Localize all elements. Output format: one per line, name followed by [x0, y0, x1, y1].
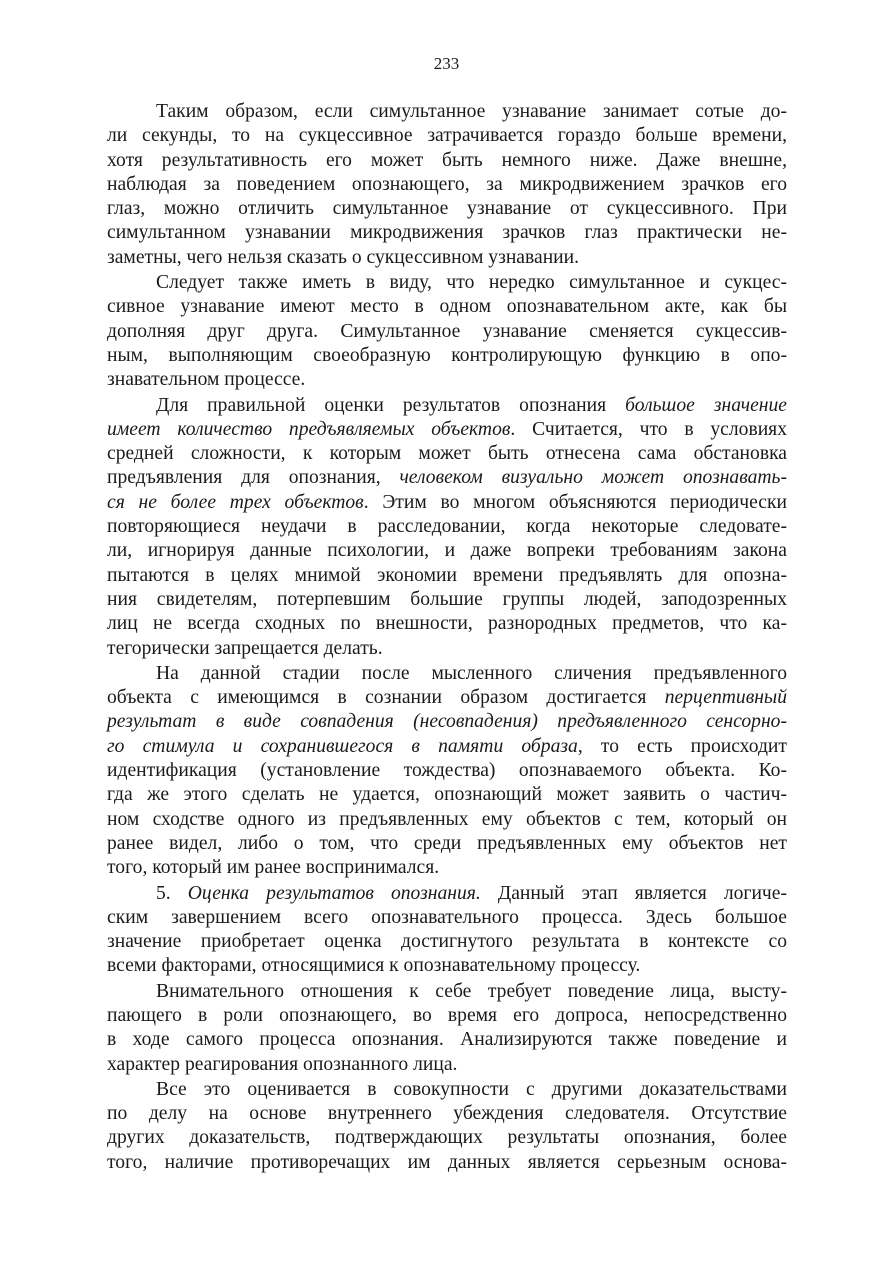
text-line	[107, 930, 787, 954]
text-run: , то есть происходит	[577, 735, 787, 757]
text-line	[107, 124, 787, 148]
text-run: в ходе самого процесса опознания. Анализируются также поведение и	[107, 1029, 787, 1051]
text-line	[107, 491, 787, 515]
text-run: того, наличие противоречащих им данных является серьезным основа-	[107, 1151, 787, 1173]
text-run: всеми факторами, относящимися к опознавательному процессу.	[107, 955, 641, 977]
text-line	[107, 832, 787, 856]
text-run: заметны, чего нельзя сказать о сукцессивном узнавании.	[107, 246, 580, 268]
page-body	[107, 100, 787, 1175]
text-line	[107, 612, 787, 636]
text-line	[107, 100, 787, 124]
text-line	[107, 954, 787, 978]
text-line	[107, 442, 787, 466]
text-run: хотя результативность его может быть немного ниже. Даже внешне,	[107, 149, 787, 171]
text-line	[107, 882, 787, 906]
text-run: Данный этап является логиче-	[480, 882, 788, 904]
text-run: лиц не всегда сходных по внешности, разнородных предметов, что ка-	[107, 613, 787, 635]
text-line	[107, 783, 787, 807]
italic-emphasis: человеком визуально может опознавать-	[399, 467, 787, 489]
text-run: по делу на основе внутреннего убеждения следователя. Отсутствие	[107, 1103, 787, 1125]
text-line	[107, 1004, 787, 1028]
text-run: дополняя друг друга. Симультанное узнавание сменяется сукцессив-	[107, 320, 787, 342]
text-run: тегорически запрещается делать.	[107, 637, 383, 659]
paragraph	[107, 271, 787, 392]
text-line	[107, 710, 787, 734]
text-run: Все это оценивается в совокупности с другими доказательствами	[156, 1078, 787, 1100]
text-run: других доказательств, подтверждающих результаты опознания, более	[107, 1127, 787, 1149]
paragraph	[107, 1078, 787, 1175]
text-run: значение приобретает оценка достигнутого результата в контексте со	[107, 931, 787, 953]
text-line	[107, 515, 787, 539]
text-run: предъявления для опознания,	[107, 467, 400, 489]
italic-emphasis: го стимула и сохранившегося в памяти образа	[107, 735, 578, 757]
text-line	[107, 466, 787, 490]
italic-emphasis: результат в виде совпадения (несовпадения) предъявленного сенсорно-	[107, 711, 787, 733]
italic-emphasis: перцептивный	[664, 687, 787, 709]
text-line	[107, 588, 787, 612]
text-line	[107, 1102, 787, 1126]
text-line	[107, 980, 787, 1004]
paragraph	[107, 100, 787, 270]
text-run: На данной стадии после мысленного сличения предъявленного	[156, 662, 787, 684]
text-run: симультанном узнавании микродвижения зрачков глаз практически не-	[107, 222, 787, 244]
text-run: ном сходстве одного из предъявленных ему объектов с тем, который он	[107, 808, 787, 830]
text-line	[107, 173, 787, 197]
text-run: средней сложности, к которым может быть отнесена сама обстановка	[107, 443, 787, 465]
text-line	[107, 1053, 787, 1077]
text-run: ли секунды, то на сукцессивное затрачивается гораздо больше времени,	[107, 125, 787, 147]
text-run: наблюдая за поведением опознающего, за микродвижением зрачков его	[107, 173, 787, 195]
italic-emphasis: ся не более трех объектов	[107, 491, 364, 513]
italic-emphasis: имеет количество предъявляемых объектов	[107, 418, 511, 440]
text-line	[107, 418, 787, 442]
text-run: знавательном процессе.	[107, 369, 306, 391]
text-line	[107, 197, 787, 221]
text-run: идентификация (установление тождества) опознаваемого объекта. Ко-	[107, 760, 787, 782]
text-run: Внимательного отношения к себе требует поведение лица, высту-	[156, 980, 787, 1002]
paragraph	[107, 394, 787, 661]
text-run: глаз, можно отличить симультанное узнавание от сукцессивного. При	[107, 198, 787, 220]
paragraph	[107, 882, 787, 979]
text-line	[107, 368, 787, 392]
text-run: . Этим во многом объясняются периодически	[363, 491, 788, 513]
paragraph	[107, 662, 787, 881]
text-run: ранее видел, либо о том, что среди предъявленных ему объектов нет	[107, 832, 787, 854]
text-run: ским завершением всего опознавательного процесса. Здесь большое	[107, 906, 787, 928]
text-run: характер реагирования опознанного лица.	[107, 1053, 458, 1075]
italic-emphasis: Оценка результатов опознания.	[187, 882, 481, 904]
text-run: Следует также иметь в виду, что нередко симультанное и сукцес-	[156, 272, 787, 294]
text-run: ния свидетелям, потерпевшим большие группы людей, заподозренных	[107, 588, 787, 610]
text-line	[107, 344, 787, 368]
text-run: сивное узнавание имеют место в одном опознавательном акте, как бы	[107, 296, 787, 318]
text-line	[107, 564, 787, 588]
text-line	[107, 808, 787, 832]
text-line	[107, 221, 787, 245]
text-run: пытаются в целях мнимой экономии времени предъявлять для опозна-	[107, 564, 787, 586]
text-line	[107, 856, 787, 880]
text-run: повторяющиеся неудачи в расследовании, когда некоторые следовате-	[107, 516, 787, 538]
text-line	[107, 686, 787, 710]
text-line	[107, 637, 787, 661]
text-run: Таким образом, если симультанное узнавание занимает сотые до-	[156, 101, 787, 122]
text-line	[107, 1126, 787, 1150]
text-run: гда же этого сделать не удается, опознающий может заявить о частич-	[107, 784, 787, 806]
text-line	[107, 662, 787, 686]
text-line	[107, 1078, 787, 1102]
text-run: пающего в роли опознающего, во время его допроса, непосредственно	[107, 1004, 787, 1026]
text-line	[107, 271, 787, 295]
text-run: ным, выполняющим своеобразную контролирующую функцию в опо-	[107, 344, 787, 366]
text-line	[107, 1028, 787, 1052]
italic-emphasis: большое значение	[625, 394, 787, 416]
text-run: того, который им ранее воспринимался.	[107, 857, 440, 879]
text-line	[107, 906, 787, 930]
text-line	[107, 320, 787, 344]
text-line	[107, 539, 787, 563]
text-line	[107, 1151, 787, 1175]
text-line	[107, 295, 787, 319]
text-line	[107, 149, 787, 173]
text-run: объекта с имеющимся в сознании образом достигается	[107, 687, 665, 709]
text-line	[107, 735, 787, 759]
text-run: 5.	[156, 882, 188, 904]
text-run: Для правильной оценки результатов опознания	[156, 394, 626, 416]
paragraph	[107, 980, 787, 1077]
page-number: 233	[433, 54, 460, 73]
text-line	[107, 246, 787, 270]
text-run: ли, игнорируя данные психологии, и даже вопреки требованиям закона	[107, 540, 787, 562]
text-line	[107, 759, 787, 783]
text-run: . Считается, что в условиях	[510, 418, 787, 440]
text-line	[107, 394, 787, 418]
